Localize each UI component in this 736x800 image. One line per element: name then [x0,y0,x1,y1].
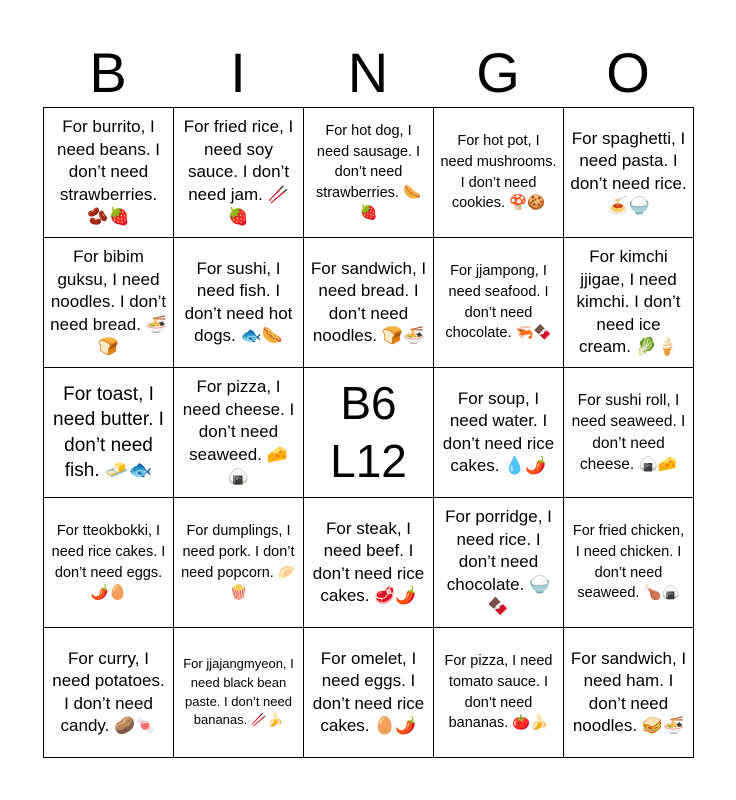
bingo-cell[interactable] [434,108,564,238]
bingo-cell[interactable] [434,628,564,758]
cell-text: For burrito, I need beans. I don’t need strawberries. 🫘🍓 [56,117,161,227]
free-space-text: B6 L12 [330,377,407,487]
bingo-cell[interactable] [434,368,564,498]
bingo-cell[interactable] [304,238,434,368]
bingo-cell[interactable] [564,498,694,628]
bingo-cell[interactable] [44,368,174,498]
cell-text: For spaghetti, I need pasta. I don’t need rice. 🍝🍚 [570,128,687,215]
cell-text: For curry, I need potatoes. I don’t need candy. 🥔🍬 [52,648,165,735]
cell-text: For soup, I need water. I don’t need rice cakes. 💧🌶️ [442,388,555,475]
cell-text: For sandwich, I need ham. I don’t need noodles. 🥪🍜 [570,648,687,735]
cell-text: For steak, I need beef. I don’t need rice cakes. 🥩🌶️ [312,518,425,605]
cell-text: For sushi, I need fish. I don’t need hot dogs. 🐟🌭 [184,258,293,345]
bingo-cell[interactable] [174,108,304,238]
bingo-cell[interactable] [44,628,174,758]
bingo-cell[interactable] [174,368,304,498]
cell-text: For bibim guksu, I need noodles. I don’t need bread. 🍜🍞 [50,247,167,357]
free-space-cell[interactable] [304,368,434,498]
bingo-cell[interactable] [564,238,694,368]
bingo-cell[interactable] [174,628,304,758]
cell-text: For hot dog, I need sausage. I don’t need strawberries. 🌭🍓 [315,123,422,222]
header-letter-o: O [606,41,650,104]
bingo-board [43,107,694,758]
cell-text: For sushi roll, I need seaweed. I don’t need cheese. 🍙🧀 [571,391,686,473]
cell-text: For toast, I need butter. I don’t need fish. 🧈🐟 [53,384,164,481]
header-letter-g: G [476,41,520,104]
bingo-cell[interactable] [304,108,434,238]
bingo-cell[interactable] [174,238,304,368]
cell-text: For pizza, I need cheese. I don’t need seaweed. 🧀🍙 [182,377,295,487]
cell-text: For jjajangmyeon, I need black bean paste. I don’t need bananas. 🥢🍌 [183,655,294,728]
bingo-cell[interactable] [564,368,694,498]
header-letter-n: N [347,41,389,104]
bingo-cell[interactable] [564,628,694,758]
cell-text: For jjampong, I need seafood. I don’t need chocolate. 🦐🍫 [445,263,552,342]
cell-text: For sandwich, I need bread. I don’t need noodles. 🍞🍜 [310,258,427,345]
bingo-cell[interactable] [564,108,694,238]
header-letter-i: I [230,41,246,104]
bingo-cell[interactable] [174,498,304,628]
cell-text: For tteokbokki, I need rice cakes. I don’t need eggs. 🌶️🥚 [51,523,166,602]
bingo-cell[interactable] [44,238,174,368]
cell-text: For porridge, I need rice. I don’t need chocolate. 🍚🍫 [445,507,552,617]
bingo-cell[interactable] [44,498,174,628]
bingo-cell[interactable] [434,498,564,628]
bingo-cell[interactable] [44,108,174,238]
bingo-header [43,38,693,108]
cell-text: For pizza, I need tomato sauce. I don’t need bananas. 🍅🍌 [444,653,553,732]
bingo-cell[interactable] [304,628,434,758]
cell-text: For fried rice, I need soy sauce. I don’t need jam. 🥢🍓 [183,117,294,227]
cell-text: For dumplings, I need pork. I don’t need popcorn. 🥟🍿 [181,523,296,602]
cell-text: For fried chicken, I need chicken. I don’t need seaweed. 🍗🍙 [572,523,685,602]
cell-text: For kimchi jjigae, I need kimchi. I don’t need ice cream. 🥬🍦 [576,247,681,357]
bingo-cell[interactable] [304,498,434,628]
header-letter-b: B [89,41,127,104]
cell-text: For omelet, I need eggs. I don’t need rice cakes. 🥚🌶️ [312,648,425,735]
cell-text: For hot pot, I need mushrooms. I don’t need cookies. 🍄🍪 [440,133,557,212]
bingo-cell[interactable] [434,238,564,368]
